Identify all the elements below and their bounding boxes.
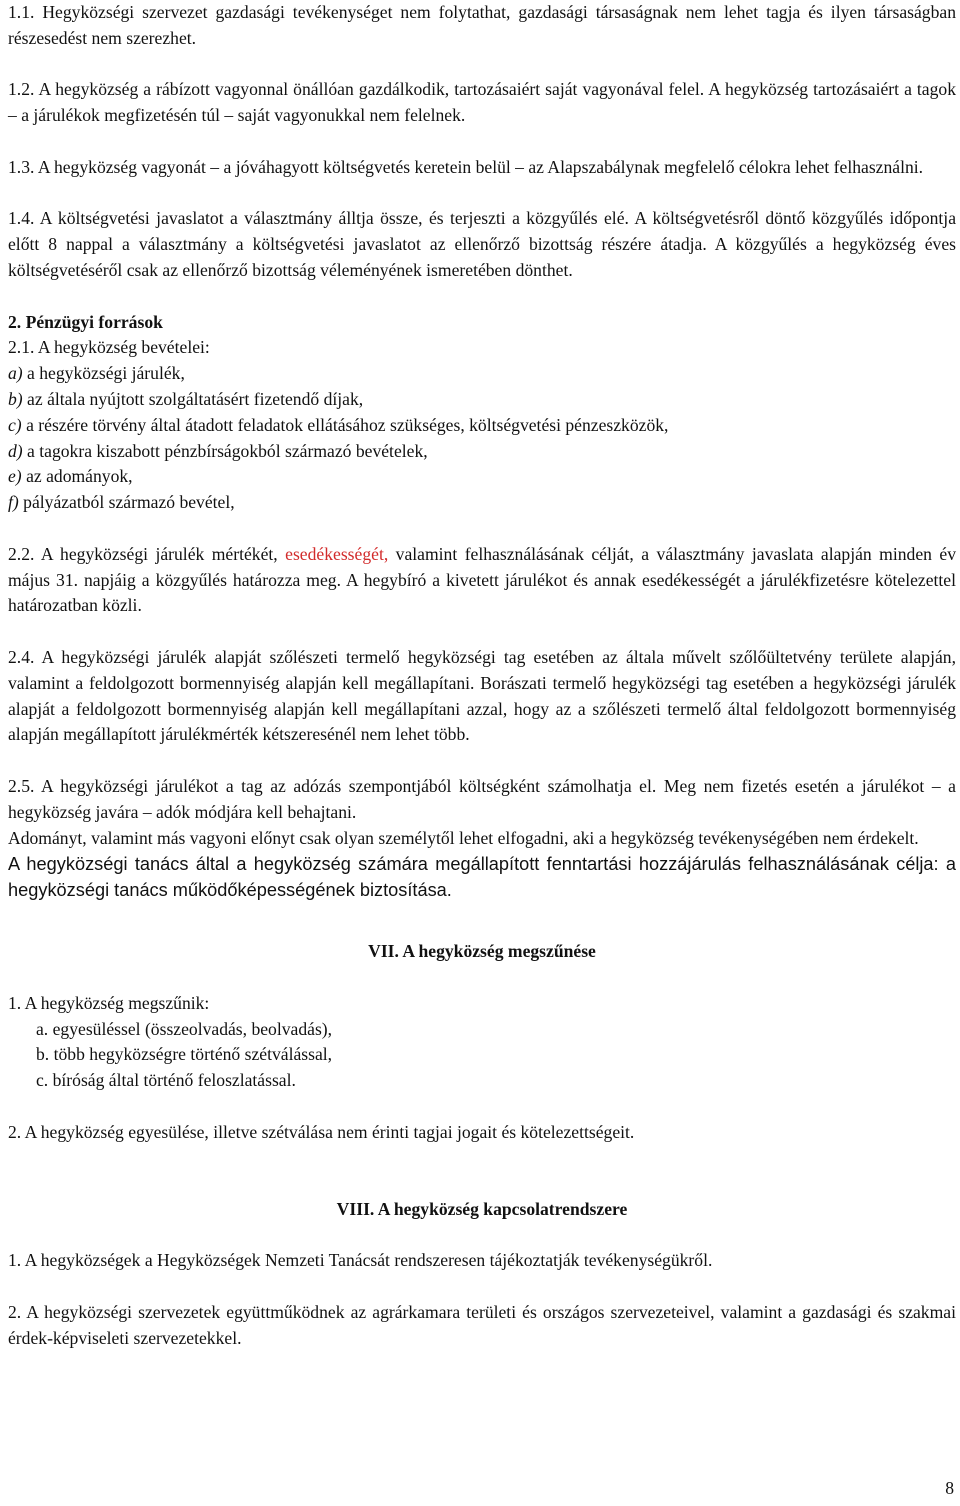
list-item-text: a részére törvény által átadott feladatok ellátásához szükséges, költségvetési pénzeszközök, bbox=[21, 414, 669, 435]
page-number: 8 bbox=[945, 1478, 954, 1498]
paragraph-2-4: 2.4. A hegyközségi járulék alapját szőlészeti termelő hegyközségi tag esetében az általa művelt szőlőültetvény területe alapján, valamint a feldolgozott bormennyiség alapján kell megállapítani. Borászati termelő hegyközségi tag esetében a hegyközségi járulék alapját a feldolgozott bormennyiség alapján kell megállapítani azzal, hogy az a szőlészeti termelő által feldolgozott bormennyiség alapján megállapított járulékmérték kétszeresénél nem lehet több. bbox=[8, 646, 956, 745]
list-item-label: b) bbox=[8, 388, 23, 409]
list-item bbox=[8, 413, 956, 439]
revenue-list bbox=[8, 361, 956, 516]
list-item-text: pályázatból származó bevétel, bbox=[18, 492, 235, 513]
list-item bbox=[8, 387, 956, 413]
list-item bbox=[8, 361, 956, 387]
list-item-text: a tagokra kiszabott pénzbírságokból származó bevételek, bbox=[22, 440, 428, 461]
list-item bbox=[8, 439, 956, 465]
paragraph-2-2-start: 2.2. A hegyközségi járulék mértékét, bbox=[8, 543, 286, 564]
list-item-label: f) bbox=[8, 492, 19, 513]
list-item-label: e) bbox=[8, 466, 22, 487]
paragraph-2-1: 2.1. A hegyközség bevételei: bbox=[8, 337, 210, 358]
section-2-heading: 2. Pénzügyi források bbox=[8, 311, 163, 332]
page-content bbox=[8, 0, 956, 1351]
section-viii-heading: VIII. A hegyközség kapcsolatrendszere bbox=[336, 1198, 628, 1219]
paragraph-1-3: 1.3. A hegyközség vagyonát – a jóváhagyott költségvetés keretein belül – az Alapszabálynak megfelelő célokra lehet felhasználni. bbox=[8, 156, 924, 177]
paragraph-council-contribution: A hegyközségi tanács által a hegyközség számára megállapított fenntartási hozzájárulás felhasználásának célja: a hegyközségi tanács működőképességének biztosítása. bbox=[8, 854, 956, 901]
list-item bbox=[8, 490, 956, 516]
highlighted-term: esedékességét, bbox=[285, 543, 389, 564]
list-item-label: a) bbox=[8, 363, 23, 384]
paragraph-1-1: 1.1. Hegyközségi szervezet gazdasági tevékenységet nem folytathat, gazdasági társaságnak nem lehet tagja és ilyen társaságban részesedést nem szerezhet. bbox=[8, 2, 956, 48]
list-item-text: az adományok, bbox=[21, 466, 133, 487]
paragraph-donation: Adományt, valamint más vagyoni előnyt csak olyan személytől lehet elfogadni, aki a hegyközség tevékenységében nem érdekelt. bbox=[8, 827, 919, 848]
paragraph-2-2 bbox=[8, 542, 956, 619]
section-viii-item-2: 2. A hegyközségi szervezetek együttműködnek az agrárkamara területi és országos szervezeteivel, valamint a gazdasági és szakmai érdek-képviseleti szervezetekkel. bbox=[8, 1301, 956, 1348]
dissolution-list bbox=[8, 1017, 956, 1094]
section-viii-item-1: 1. A hegyközségek a Hegyközségek Nemzeti Tanácsát rendszeresen tájékoztatják tevékenységükről. bbox=[8, 1250, 713, 1271]
list-item: a. egyesüléssel (összeolvadás, beolvadás), bbox=[36, 1018, 333, 1039]
section-vii-item-2: 2. A hegyközség egyesülése, illetve szétválása nem érinti tagjai jogait és kötelezettségeit. bbox=[8, 1121, 635, 1142]
list-item: b. több hegyközségre történő szétválással, bbox=[36, 1044, 333, 1065]
list-item-text: a hegyközségi járulék, bbox=[22, 363, 185, 384]
list-item-label: d) bbox=[8, 440, 23, 461]
paragraph-2-5: 2.5. A hegyközségi járulékot a tag az adózás szempontjából költségként számolhatja el. Meg nem fizetés esetén a járulékot – a hegyközség javára – adók módjára kell behajtani. bbox=[8, 775, 956, 822]
paragraph-2-2-end: valamint felhasználásának célját, a választmány javaslata alapján minden év május 31. napjáig a közgyűlés határozza meg. A hegybíró a kivetett járulékot és annak esedékességét a járulékfizetésre kötelezettel határozatban közli. bbox=[8, 543, 956, 616]
paragraph-1-4: 1.4. A költségvetési javaslatot a választmány álltja össze, és terjeszti a közgyűlés elé. A költségvetésről döntő közgyűlés időpontja előtt 8 nappal a választmány a költségvetési javaslatot az ellenőrző bizottság részére átadja. A közgyűlés a hegyközség éves költségvetéséről csak az ellenőrző bizottság véleményének ismeretében dönthet. bbox=[8, 208, 956, 280]
paragraph-1-2: 1.2. A hegyközség a rábízott vagyonnal önállóan gazdálkodik, tartozásaiért saját vagyonával felel. A hegyközség tartozásaiért a tagok – a járulékok megfizetésén túl – saját vagyonukkal nem felelnek. bbox=[8, 79, 956, 126]
list-item-text: az általa nyújtott szolgáltatásért fizetendő díjak, bbox=[22, 388, 364, 409]
list-item bbox=[8, 464, 956, 490]
list-item: c. bíróság által történő feloszlatással. bbox=[36, 1070, 296, 1091]
list-item-label: c) bbox=[8, 414, 22, 435]
section-vii-item-1: 1. A hegyközség megszűnik: bbox=[8, 992, 210, 1013]
section-vii-heading: VII. A hegyközség megszűnése bbox=[368, 941, 596, 962]
